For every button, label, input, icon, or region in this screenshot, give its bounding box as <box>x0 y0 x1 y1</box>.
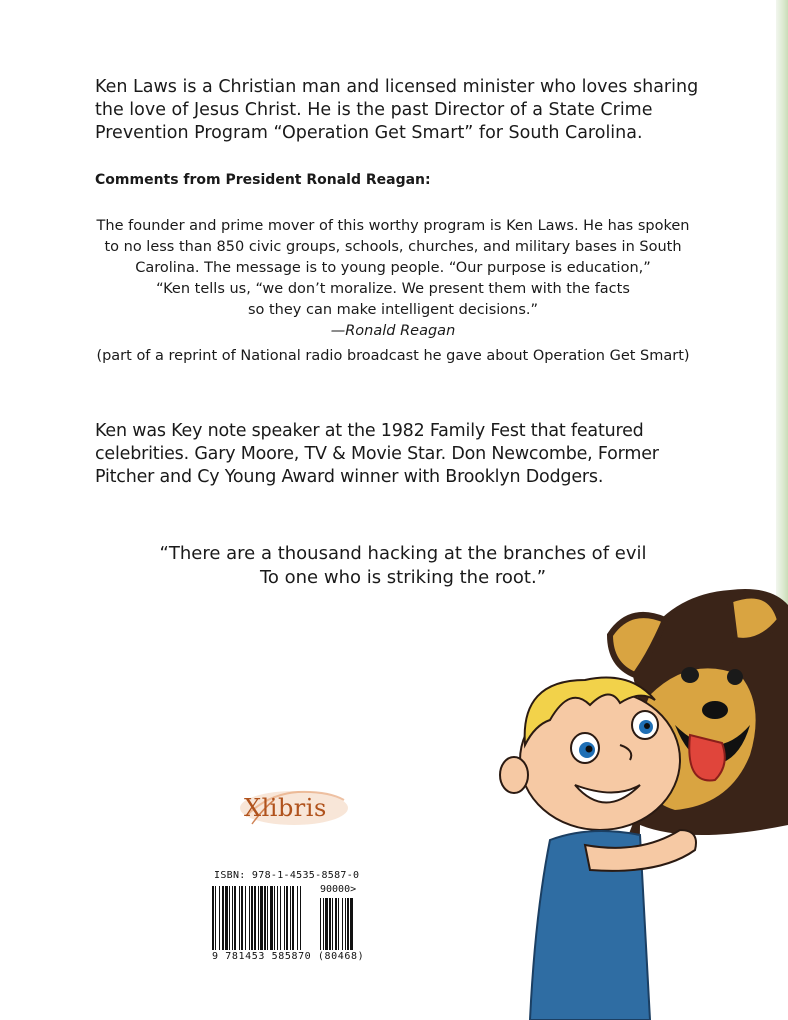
author-bio: Ken Laws is a Christian man and licensed minister who loves sharing the love of Jesus Christ. He is the past Director of a State Crime Prevention Program “Operation Get Smart” for South Carolina. <box>95 77 699 143</box>
motto-line-2: To one who is striking the root.” <box>259 567 547 588</box>
isbn-label: ISBN: 978-1-4535-8587-0 <box>214 870 360 881</box>
comments-heading: Comments from President Ronald Reagan: <box>95 172 431 188</box>
quote-line: “Ken tells us, “we don’t moralize. We present them with the facts <box>156 281 630 297</box>
motto-quote <box>140 542 666 590</box>
boy-hugging-collie-illustration <box>490 585 788 1020</box>
motto-line-1: “There are a thousand hacking at the branches of evil <box>159 543 647 564</box>
reagan-quote <box>88 216 698 367</box>
publisher-logo-text: Xlibris <box>244 794 327 822</box>
price-code: 90000> <box>320 884 357 895</box>
barcode-digits: 9 781453 585870 (80468) <box>212 951 365 962</box>
quote-attribution: —Ronald Reagan <box>330 323 456 339</box>
reprint-note: (part of a reprint of National radio broadcast he gave about Operation Get Smart) <box>96 348 690 364</box>
publisher-logo <box>238 786 350 828</box>
quote-line: to no less than 850 civic groups, schools, churches, and military bases in South <box>104 239 682 255</box>
keynote-paragraph: Ken was Key note speaker at the 1982 Family Fest that featured celebrities. Gary Moore, TV & Movie Star. Don Newcombe, Former Pitcher and Cy Young Award winner with Brooklyn Dodgers. <box>95 421 659 487</box>
quote-line: so they can make intelligent decisions.” <box>247 302 539 318</box>
quote-line: Carolina. The message is to young people. “Our purpose is education,” <box>135 260 651 276</box>
quote-line: The founder and prime mover of this worthy program is Ken Laws. He has spoken <box>96 218 690 234</box>
